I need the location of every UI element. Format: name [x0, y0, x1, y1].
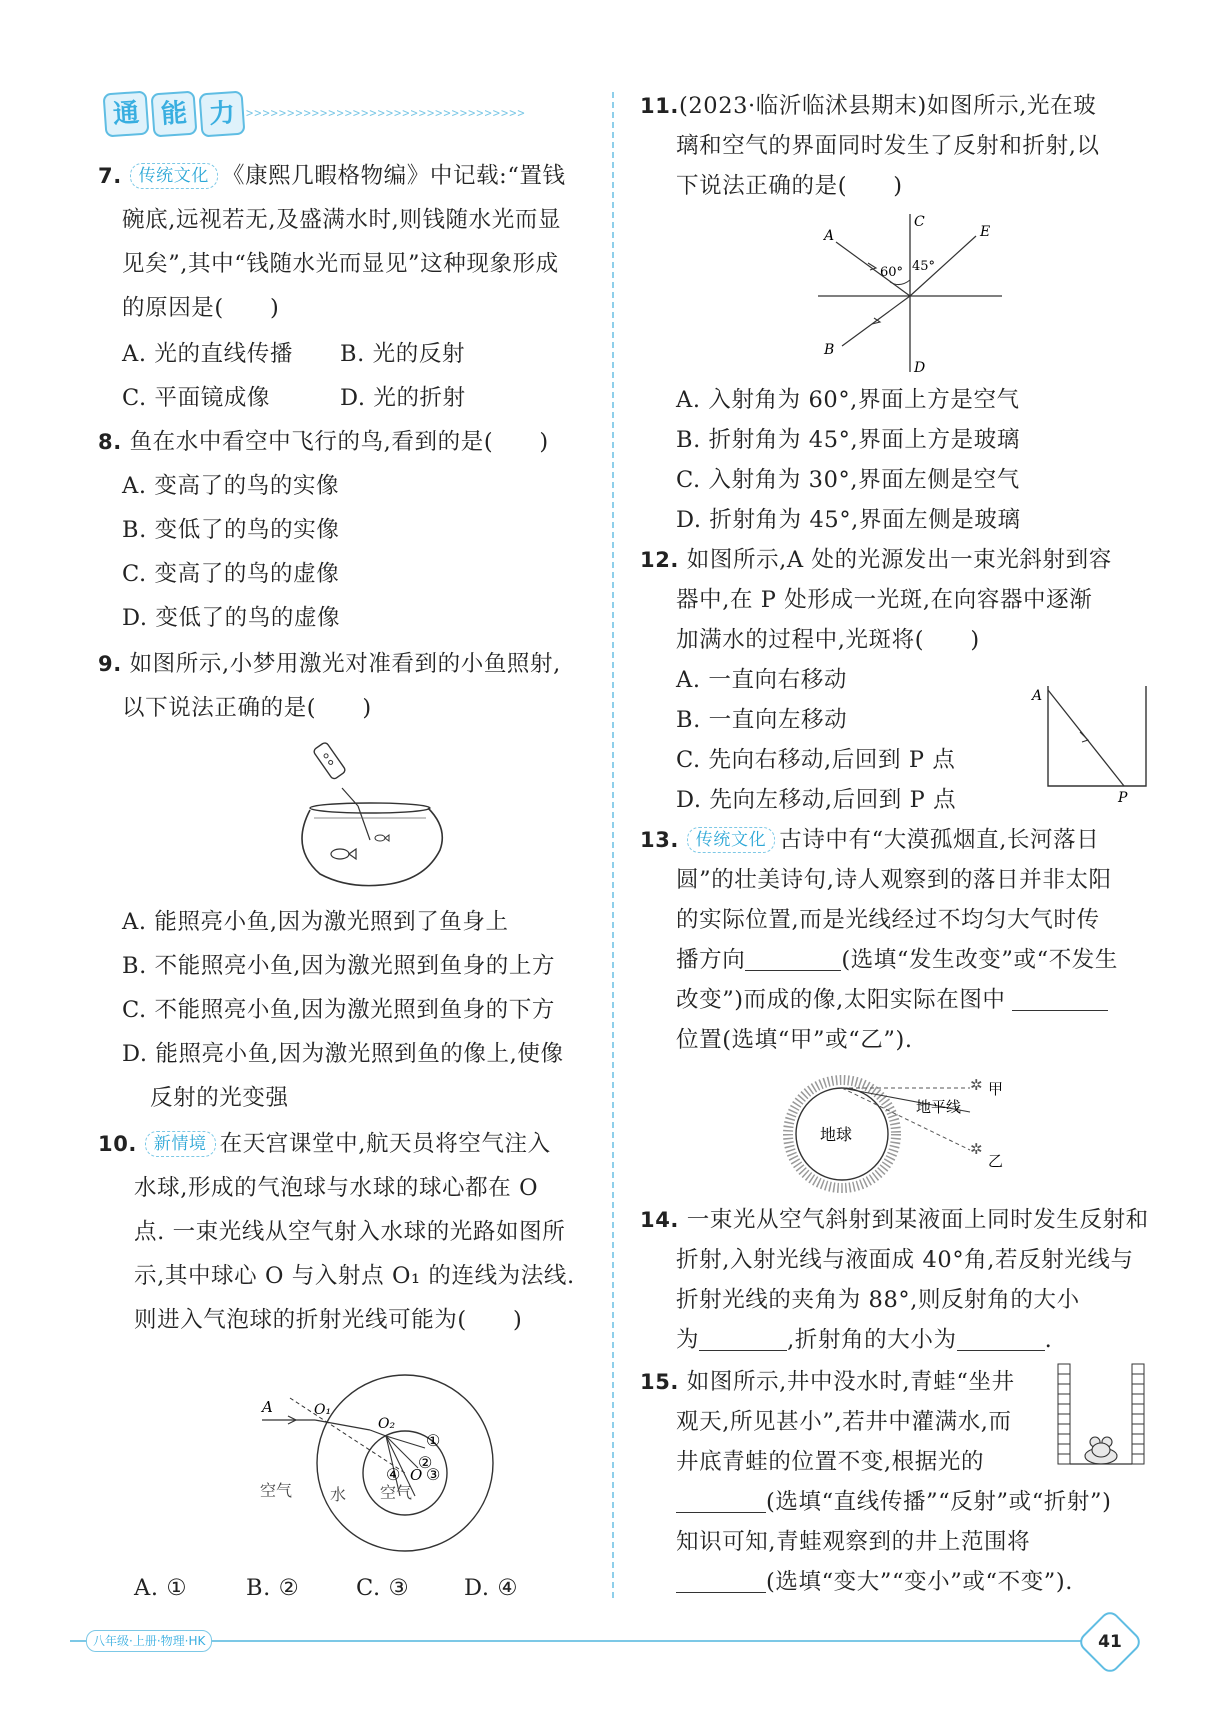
path-4-label: ④ [386, 1465, 401, 1484]
q13-line3: 的实际位置,而是光线经过不均匀大气时传 [676, 907, 1100, 933]
q13-line1 [640, 820, 1099, 860]
q7-text: 《康熙几暇格物编》中记载:“置钱 [221, 163, 566, 189]
q14-line1 [640, 1200, 1149, 1240]
column-divider [612, 92, 614, 1598]
q12-line1 [640, 540, 1112, 580]
q12-option-b[interactable]: B. 一直向左移动 [676, 707, 848, 733]
q13-text: 播方向 [676, 947, 746, 973]
q11-option-c[interactable]: C. 入射角为 30°,界面左侧是空气 [676, 467, 1020, 493]
label-horizon: 地平线 [916, 1098, 962, 1116]
frog-icon [1085, 1437, 1117, 1464]
q12-line3: 加满水的过程中,光斑将( ) [676, 627, 980, 653]
container-outline [1048, 686, 1146, 786]
q15-line3: 井底青蛙的位置不变,根据光的 [676, 1449, 985, 1475]
q10-line1 [98, 1124, 551, 1164]
sun-icon: ✲ [970, 1076, 983, 1094]
page-number-badge [1076, 1608, 1144, 1676]
q13-text: 古诗中有“大漠孤烟直,长河落日 [779, 827, 1100, 853]
path-3-label: ③ [426, 1465, 441, 1484]
tag-traditional-culture: 传统文化 [687, 827, 775, 853]
tag-traditional-culture: 传统文化 [130, 163, 218, 189]
label-air-outside: 空气 [260, 1481, 293, 1500]
title-char: 力 [199, 91, 246, 138]
q13-text: 改变”)而成的像,太阳实际在图中 [676, 987, 1006, 1013]
container-figure [1020, 676, 1150, 806]
q7-option-d[interactable]: D. 光的折射 [340, 385, 466, 411]
answer-blank[interactable] [676, 1512, 766, 1513]
q9-option-b[interactable]: B. 不能照亮小鱼,因为激光照到鱼身的上方 [122, 953, 556, 979]
q10-line5: 则进入气泡球的折射光线可能为( ) [134, 1307, 523, 1333]
well-left-wall [1058, 1364, 1070, 1464]
footer-line [70, 1640, 1110, 1642]
path-2-label: ② [418, 1453, 433, 1472]
q12-line2: 器中,在 P 处形成一光斑,在向容器中逐渐 [676, 587, 1093, 613]
q14-line4 [676, 1320, 1052, 1360]
question-number: 10. [98, 1132, 138, 1156]
q11-option-d[interactable]: D. 折射角为 45°,界面左侧是玻璃 [676, 507, 1021, 533]
question-number: 13. [640, 828, 680, 852]
q9-line2: 以下说法正确的是( ) [122, 695, 372, 721]
q14-text: 一束光从空气斜射到某液面上同时发生反射和 [686, 1207, 1149, 1233]
well-frog-figure [1052, 1360, 1152, 1478]
water-ball [317, 1375, 493, 1551]
title-char: 能 [151, 91, 198, 138]
answer-blank[interactable] [699, 1350, 787, 1351]
label-water: 水 [330, 1485, 347, 1504]
q9-line1 [98, 644, 561, 684]
well-right-wall [1132, 1364, 1144, 1464]
tag-new-context: 新情境 [145, 1131, 216, 1157]
q7-line1 [98, 156, 566, 196]
sunset-figure [780, 1074, 1010, 1194]
q12-option-a[interactable]: A. 一直向右移动 [676, 667, 847, 693]
label-C: C [914, 214, 925, 230]
question-number: 9. [98, 652, 122, 676]
fishbowl-figure [290, 738, 490, 888]
angle-45: 45° [912, 259, 936, 274]
footer-book-label: 八年级·上册·物理·HK [86, 1630, 212, 1652]
q15-text: 如图所示,井中没水时,青蛙“坐井 [686, 1369, 1015, 1395]
question-number: 15. [640, 1370, 680, 1394]
q7-line4: 的原因是( ) [122, 295, 280, 321]
label-A: A [824, 228, 835, 244]
q8-option-d[interactable]: D. 变低了的鸟的虚像 [122, 605, 341, 631]
q15-text: (选填“变大”“变小”或“不变”). [766, 1569, 1074, 1595]
q8-option-b[interactable]: B. 变低了的鸟的实像 [122, 517, 340, 543]
fish-image-icon [375, 835, 389, 841]
path-1-label: ① [426, 1431, 441, 1450]
q13-line6: 位置(选填“甲”或“乙”). [676, 1027, 913, 1053]
label-D: D [914, 360, 926, 376]
label-A: A [262, 1398, 273, 1416]
q10-line4: 示,其中球心 O 与入射点 O₁ 的连线为法线. [134, 1263, 575, 1289]
q8-option-a[interactable]: A. 变高了的鸟的实像 [122, 473, 340, 499]
water-ball-figure [250, 1368, 510, 1558]
question-number: 7. [98, 164, 122, 188]
q15-line2: 观天,所见甚小”,若井中灌满水,而 [676, 1409, 1012, 1435]
q12-option-c[interactable]: C. 先向右移动,后回到 P 点 [676, 747, 956, 773]
q9-option-a[interactable]: A. 能照亮小鱼,因为激光照到了鱼身上 [122, 909, 509, 935]
q7-line2: 碗底,远视若无,及盛满水时,则钱随水光而显 [122, 207, 562, 233]
q12-option-d[interactable]: D. 先向左移动,后回到 P 点 [676, 787, 957, 813]
q11-line3: 下说法正确的是( ) [676, 173, 903, 199]
q10-option-a[interactable]: A. ① [134, 1575, 188, 1601]
question-number: 12. [640, 548, 680, 572]
q8-text: 鱼在水中看空中飞行的鸟,看到的是( ) [129, 429, 549, 455]
q7-line3: 见矣”,其中“钱随水光而显见”这种现象形成 [122, 251, 559, 277]
q11-option-a[interactable]: A. 入射角为 60°,界面上方是空气 [676, 387, 1020, 413]
q11-option-b[interactable]: B. 折射角为 45°,界面上方是玻璃 [676, 427, 1020, 453]
label-air-inside: 空气 [380, 1483, 413, 1502]
q12-text: 如图所示,A 处的光源发出一束光斜射到容 [686, 547, 1112, 573]
fish-icon [331, 849, 356, 859]
q15-line6 [676, 1562, 1073, 1602]
laser-pointer [313, 741, 347, 780]
q10-option-d[interactable]: D. ④ [464, 1575, 519, 1601]
label-E: E [980, 224, 991, 240]
q15-line5: 知识可知,青蛙观察到的井上范围将 [676, 1529, 1031, 1555]
q11-line1 [640, 86, 1096, 126]
q13-text: (选填“发生改变”或“不发生 [841, 947, 1118, 973]
q11-text: (2023·临沂临沭县期末)如图所示,光在玻 [679, 93, 1097, 119]
q7-option-c[interactable]: C. 平面镜成像 [122, 385, 271, 411]
label-A: A [1032, 688, 1043, 704]
q14-text: ,折射角的大小为 [787, 1327, 957, 1353]
q14-text: . [1044, 1327, 1053, 1353]
q10-text: 在天宫课堂中,航天员将空气注入 [219, 1131, 551, 1157]
q10-option-b[interactable]: B. ② [246, 1575, 300, 1601]
bowl-outline [302, 808, 442, 886]
label-P: P [1118, 790, 1128, 806]
angle-60: 60° [880, 265, 904, 280]
q15-line1 [640, 1362, 1015, 1402]
normal-line [290, 1398, 405, 1473]
q7-option-b[interactable]: B. 光的反射 [340, 341, 466, 367]
answer-blank[interactable] [676, 1592, 766, 1593]
q9-option-c[interactable]: C. 不能照亮小鱼,因为激光照到鱼身的下方 [122, 997, 555, 1023]
q8-option-c[interactable]: C. 变高了的鸟的虚像 [122, 561, 340, 587]
q8-stem [98, 422, 549, 462]
label-earth: 地球 [820, 1125, 853, 1144]
question-number: 8. [98, 430, 122, 454]
q9-option-d[interactable]: D. 能照亮小鱼,因为激光照到鱼的像上,使像 [122, 1041, 564, 1067]
q14-text: 为 [676, 1327, 700, 1353]
bowl-rim [310, 803, 430, 813]
q14-line2: 折射,入射光线与液面成 40°角,若反射光线与 [676, 1247, 1134, 1273]
page-number: 41 [1098, 1632, 1122, 1652]
sun-icon: ✲ [970, 1140, 983, 1158]
answer-blank[interactable] [1012, 1010, 1108, 1011]
label-jia: 甲 [988, 1080, 1004, 1098]
q9-option-d-cont: 反射的光变强 [150, 1085, 289, 1111]
q9-text: 如图所示,小梦用激光对准看到的小鱼照射, [129, 651, 561, 677]
title-char: 通 [103, 91, 150, 138]
q13-line4 [676, 940, 1118, 980]
q10-option-c[interactable]: C. ③ [356, 1575, 410, 1601]
q11-line2: 璃和空气的界面同时发生了反射和折射,以 [676, 133, 1100, 159]
q14-line3: 折射光线的夹角为 88°,则反射角的大小 [676, 1287, 1080, 1313]
label-O: O [410, 1466, 423, 1484]
question-number: 14. [640, 1208, 680, 1232]
q15-line4 [676, 1482, 1111, 1522]
q10-line3: 点. 一束光线从空气射入水球的光路如图所 [134, 1219, 566, 1245]
q7-option-a[interactable]: A. 光的直线传播 [122, 341, 293, 367]
q13-line2: 圆”的壮美诗句,诗人观察到的落日并非太阳 [676, 867, 1112, 893]
q10-line2: 水球,形成的气泡球与水球的球心都在 O [134, 1175, 539, 1201]
q15-text: (选填“直线传播”“反射”或“折射”) [766, 1489, 1112, 1515]
label-O2: O₂ [378, 1416, 396, 1432]
answer-blank[interactable] [957, 1350, 1045, 1351]
label-B: B [824, 342, 835, 358]
label-yi: 乙 [988, 1152, 1004, 1170]
answer-blank[interactable] [745, 970, 841, 971]
q13-line5 [676, 980, 1108, 1020]
title-arrows: >>>>>>>>>>>>>>>>>>>>>>>>>>>>>>>>>> [246, 106, 526, 120]
label-O1: O₁ [314, 1402, 332, 1418]
question-number: 11. [640, 94, 680, 118]
reflection-refraction-figure [810, 210, 1010, 376]
section-title [104, 92, 244, 136]
